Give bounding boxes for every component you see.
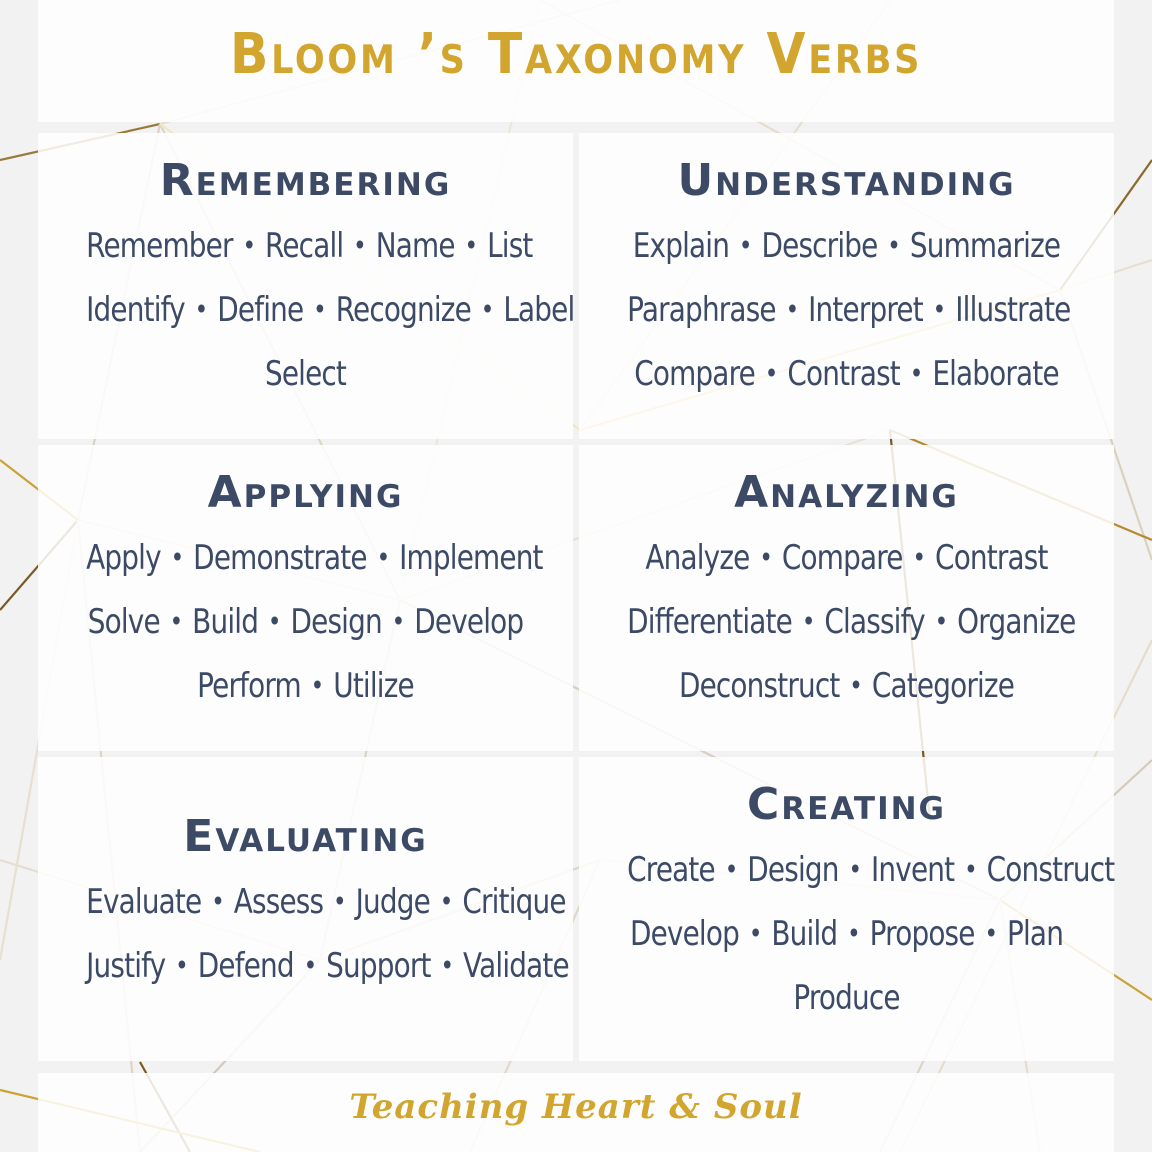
bullet-separator: • xyxy=(303,949,317,982)
bullet-separator: • xyxy=(376,541,390,574)
verb-item: Compare xyxy=(634,354,755,394)
bullet-separator: • xyxy=(353,229,366,262)
verb-item: Utilize xyxy=(333,666,414,706)
verb-item: Elaborate xyxy=(932,354,1059,394)
bullet-separator: • xyxy=(887,229,901,262)
verb-line xyxy=(86,279,575,343)
verb-item: Solve xyxy=(87,602,160,642)
verb-line xyxy=(627,343,1066,407)
verb-item: Build xyxy=(771,914,838,954)
bullet-separator: • xyxy=(785,293,799,326)
verb-item: Paraphrase xyxy=(627,290,776,330)
verb-item: Organize xyxy=(957,602,1076,642)
category-card-analyzing xyxy=(579,445,1114,751)
verb-item: Judge xyxy=(355,882,430,922)
verb-lines xyxy=(38,527,573,719)
verb-item: Recall xyxy=(265,226,344,266)
verb-item: Analyze xyxy=(645,538,750,578)
category-card-creating xyxy=(579,757,1114,1061)
verb-item: Name xyxy=(375,226,455,266)
category-card-remembering xyxy=(38,133,573,439)
bullet-separator: • xyxy=(724,853,738,886)
category-heading: Applying xyxy=(207,467,404,518)
verb-item: Differentiate xyxy=(627,602,793,642)
verb-item: Perform xyxy=(197,666,301,706)
category-content xyxy=(579,151,1114,407)
bullet-separator: • xyxy=(440,949,454,982)
category-content xyxy=(38,151,573,406)
category-heading: Analyzing xyxy=(734,467,959,518)
bullet-separator: • xyxy=(480,293,494,326)
verb-line xyxy=(627,903,1066,967)
bullet-separator: • xyxy=(439,885,453,918)
verb-item: Propose xyxy=(869,914,975,954)
verb-line xyxy=(86,215,533,279)
verb-line xyxy=(86,935,569,999)
bullet-separator: • xyxy=(211,885,224,918)
page-title: Bloom ’s Taxonomy Verbs xyxy=(229,22,923,87)
bullet-separator: • xyxy=(932,293,946,326)
bullet-separator: • xyxy=(194,293,208,326)
category-heading: Remembering xyxy=(159,155,452,206)
verb-item: Select xyxy=(264,354,347,394)
verb-item: Implement xyxy=(399,538,543,578)
category-card-applying xyxy=(38,445,573,751)
verb-item: Contrast xyxy=(935,538,1048,578)
bullet-separator: • xyxy=(849,669,863,702)
bullet-separator: • xyxy=(464,229,478,262)
verb-item: Compare xyxy=(781,538,903,578)
verb-item: Defend xyxy=(197,946,294,986)
verb-item: Explain xyxy=(632,226,730,266)
verb-item: Develop xyxy=(414,602,524,642)
bullet-separator: • xyxy=(801,605,815,638)
bullet-separator: • xyxy=(847,917,860,950)
verb-line xyxy=(86,655,525,719)
verb-item: Categorize xyxy=(871,666,1015,706)
verb-item: Support xyxy=(326,946,431,986)
category-card-evaluating xyxy=(38,757,573,1061)
verb-item: Interpret xyxy=(808,290,923,330)
verb-item: Summarize xyxy=(909,226,1061,266)
bullet-separator: • xyxy=(748,917,762,950)
bullet-separator: • xyxy=(984,917,998,950)
category-content xyxy=(38,807,573,999)
verb-item: Classify xyxy=(824,602,925,642)
verb-item: Build xyxy=(192,602,259,642)
verb-line xyxy=(627,591,1076,655)
bullet-separator: • xyxy=(170,541,184,574)
bullet-separator: • xyxy=(764,357,778,390)
verb-item: Illustrate xyxy=(955,290,1071,330)
verb-line xyxy=(627,967,1066,1030)
bullet-separator: • xyxy=(242,229,256,262)
bullet-separator: • xyxy=(759,541,773,574)
bullet-separator: • xyxy=(909,357,923,390)
footer-panel xyxy=(38,1073,1114,1152)
bullet-separator: • xyxy=(848,853,862,886)
verb-item: Develop xyxy=(629,914,739,954)
category-heading: Understanding xyxy=(677,155,1016,206)
verb-line xyxy=(627,655,1066,719)
category-card-understanding xyxy=(579,133,1114,439)
verb-item: Validate xyxy=(463,946,569,986)
bullet-separator: • xyxy=(934,605,948,638)
verb-line xyxy=(86,343,525,406)
verb-lines xyxy=(579,839,1114,1030)
verb-lines xyxy=(579,215,1114,407)
bullet-separator: • xyxy=(912,541,926,574)
verb-item: Remember xyxy=(86,226,233,266)
verb-item: Create xyxy=(627,850,715,890)
verb-item: Assess xyxy=(233,882,324,922)
verb-lines xyxy=(38,215,573,406)
verb-item: Design xyxy=(290,602,382,642)
bullet-separator: • xyxy=(310,669,324,702)
bullet-separator: • xyxy=(964,853,977,886)
category-content xyxy=(38,463,573,719)
footer-brand: Teaching Heart & Soul xyxy=(349,1087,803,1127)
verb-item: Apply xyxy=(86,538,161,578)
verb-line xyxy=(86,871,566,935)
verb-lines xyxy=(579,527,1114,719)
verb-item: Construct xyxy=(986,850,1115,890)
verb-lines xyxy=(38,871,573,999)
verb-item: Plan xyxy=(1007,914,1064,954)
bullet-separator: • xyxy=(333,885,346,918)
verb-item: Label xyxy=(503,290,575,330)
verb-line xyxy=(627,215,1066,279)
verb-item: Justify xyxy=(86,946,166,986)
verb-item: Deconstruct xyxy=(678,666,840,706)
verb-item: Describe xyxy=(761,226,878,266)
category-content xyxy=(579,463,1114,719)
bullet-separator: • xyxy=(175,949,188,982)
verb-line xyxy=(86,591,525,655)
verb-item: Critique xyxy=(462,882,566,922)
verb-item: Produce xyxy=(793,978,900,1018)
category-heading: Evaluating xyxy=(183,811,428,862)
bullet-separator: • xyxy=(169,605,183,638)
verb-item: Define xyxy=(217,290,304,330)
verb-item: Demonstrate xyxy=(193,538,367,578)
verb-line xyxy=(627,527,1066,591)
bullet-separator: • xyxy=(738,229,752,262)
bullet-separator: • xyxy=(313,293,326,326)
verb-item: List xyxy=(487,226,533,266)
verb-item: Design xyxy=(747,850,839,890)
title-panel xyxy=(38,0,1114,122)
bullet-separator: • xyxy=(391,605,405,638)
verb-line xyxy=(86,527,543,591)
verb-item: Contrast xyxy=(787,354,900,394)
verb-item: Invent xyxy=(871,850,955,890)
bullet-separator: • xyxy=(267,605,281,638)
verb-line xyxy=(627,839,1115,903)
verb-line xyxy=(627,279,1071,343)
category-heading: Creating xyxy=(747,779,946,830)
verb-item: Evaluate xyxy=(86,882,202,922)
verb-item: Recognize xyxy=(335,290,471,330)
category-content xyxy=(579,775,1114,1030)
verb-item: Identify xyxy=(86,290,185,330)
